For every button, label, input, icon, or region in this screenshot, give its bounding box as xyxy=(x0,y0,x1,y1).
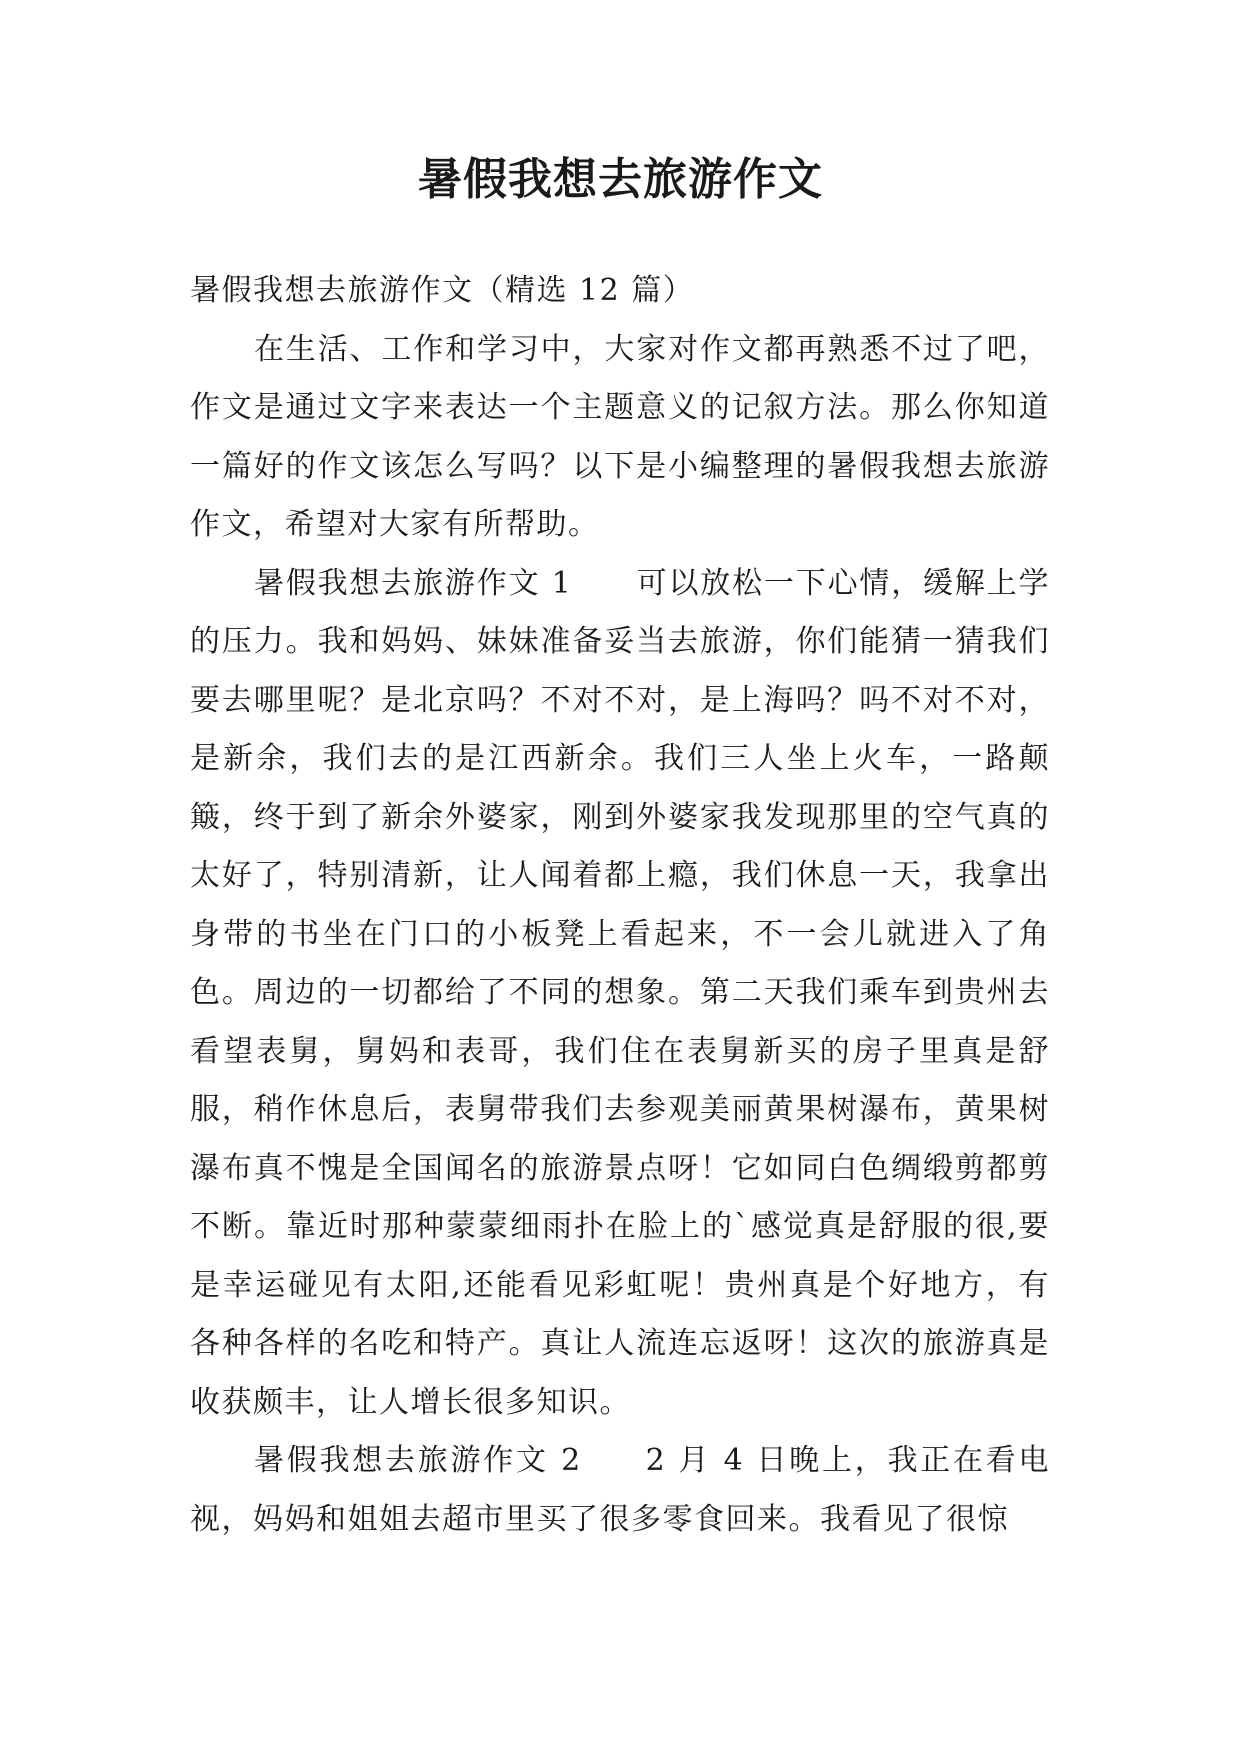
document-subtitle: 暑假我想去旅游作文（精选 12 篇） xyxy=(190,273,695,308)
essay-heading-1: 暑假我想去旅游作文 1 xyxy=(254,565,573,601)
document-title: 暑假我想去旅游作文 xyxy=(418,154,823,205)
intro-paragraph: 在生活、工作和学习中，大家对作文都再熟悉不过了吧，作文是通过文字来表达一个主题意义的记叙方法。那么你知道一篇好的作文该怎么写吗？以下是小编整理的暑假我想去旅游作文，希望对大家有所帮助。 xyxy=(190,331,1050,542)
essay-text-1: 可以放松一下心情，缓解上学的压力。我和妈妈、妹妹准备妥当去旅游，你们能猜一猜我们要去哪里呢？是北京吗？不对不对，是上海吗？吗不对不对，是新余，我们去的是江西新余。我们三人坐上火车，一路颠簸，终于到了新余外婆家，刚到外婆家我发现那里的空气真的太好了，特别清新，让人闻着都上瘾，我们休息一天，我拿出身带的书坐在门口的小板凳上看起来，不一会儿就进入了角色。周边的一切都给了不同的想象。第二天我们乘车到贵州去看望表舅，舅妈和表哥，我们住在表舅新买的房子里真是舒服，稍作休息后，表舅带我们去参观美丽黄果树瀑布，黄果树瀑布真不愧是全国闻名的旅游景点呀！它如同白色绸缎剪都剪不断。靠近时那种蒙蒙细雨扑在脸上的`感觉真是舒服的很,要是幸运碰见有太阳,还能看见彩虹呢！贵州真是个好地方，有各种各样的名吃和特产。真让人流连忘返呀！这次的旅游真是收获颇丰，让人增长很多知识。 xyxy=(190,565,1051,1420)
document-body xyxy=(190,262,1050,1549)
essay-paragraph-1 xyxy=(190,555,1050,1433)
essay-paragraph-2 xyxy=(190,1432,1050,1549)
essay-heading-2: 暑假我想去旅游作文 2 xyxy=(254,1443,582,1478)
essay-text-2: 2 月 4 日晚上，我正在看电视，妈妈和姐姐去超市里买了很多零食回来。我看见了很惊 xyxy=(190,1443,1050,1537)
